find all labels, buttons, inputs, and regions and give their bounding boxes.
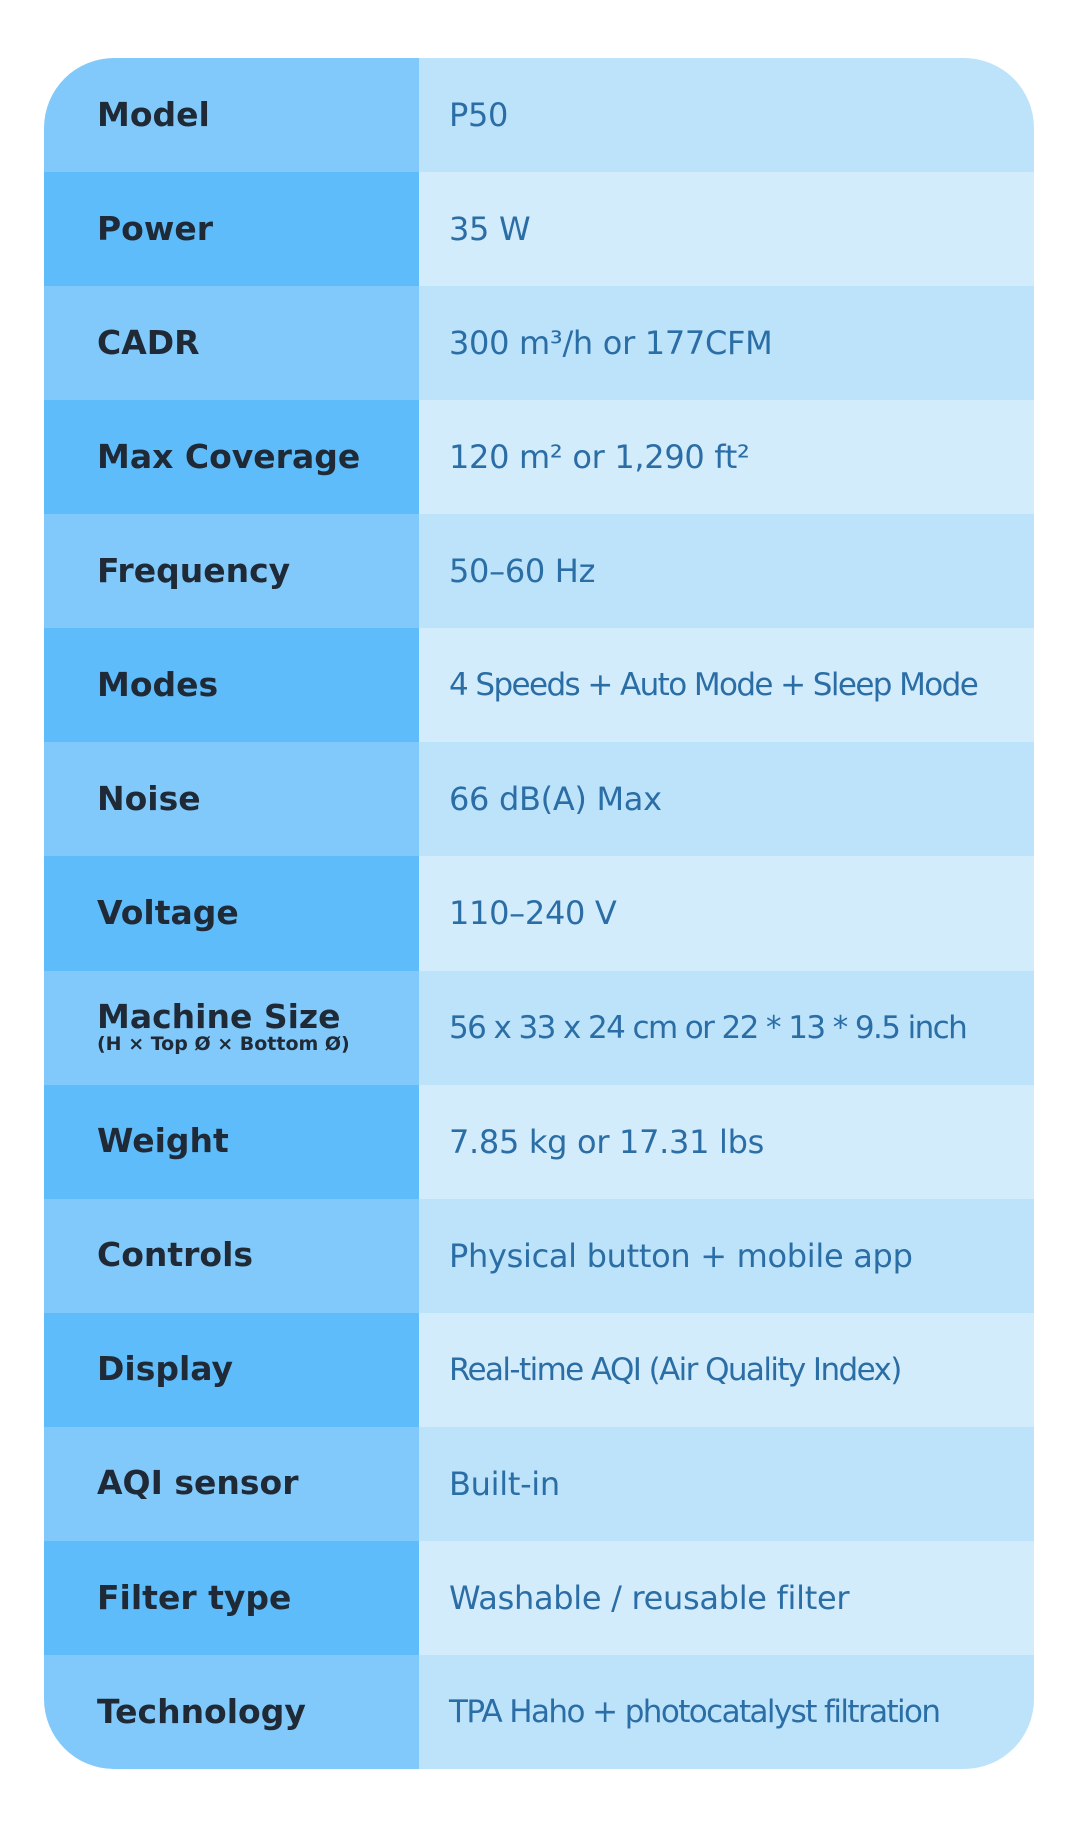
spec-value-cell (419, 400, 1034, 514)
spec-value-cell (419, 286, 1034, 400)
spec-label: Power (97, 208, 213, 248)
spec-value-cell (419, 1541, 1034, 1655)
spec-label-cell (44, 1427, 419, 1541)
spec-value-cell (419, 1655, 1034, 1769)
spec-label: Voltage (97, 893, 239, 933)
spec-label-cell (44, 514, 419, 628)
spec-value: 300 m³/h or 177CFM (449, 324, 773, 363)
spec-label: Weight (97, 1121, 229, 1161)
spec-value-cell (419, 514, 1034, 628)
spec-label-cell (44, 1313, 419, 1427)
spec-label: Model (97, 94, 210, 134)
spec-value: 7.85 kg or 17.31 lbs (449, 1122, 765, 1161)
spec-value: Physical button + mobile app (449, 1236, 913, 1275)
spec-value: Built-in (449, 1464, 560, 1503)
spec-value: P50 (449, 96, 509, 135)
spec-value: 4 Speeds + Auto Mode + Sleep Mode (449, 667, 978, 704)
spec-row-technology (44, 1655, 1034, 1769)
spec-value: TPA Haho + photocatalyst filtration (449, 1693, 940, 1730)
spec-value: 110–240 V (449, 894, 617, 933)
spec-value-cell (419, 1313, 1034, 1427)
spec-value: 35 W (449, 210, 531, 249)
spec-label-cell (44, 1541, 419, 1655)
spec-value-cell (419, 856, 1034, 970)
spec-value: Real-time AQI (Air Quality Index) (449, 1351, 901, 1388)
spec-value-cell (419, 1085, 1034, 1199)
spec-label: Filter type (97, 1577, 292, 1617)
spec-label-cell (44, 628, 419, 742)
spec-value-cell (419, 628, 1034, 742)
spec-row-power (44, 172, 1034, 286)
spec-label: Display (97, 1349, 234, 1389)
spec-value-cell (419, 1427, 1034, 1541)
spec-value-cell (419, 1199, 1034, 1313)
spec-label: Modes (97, 665, 219, 705)
spec-label-cell (44, 971, 419, 1085)
spec-label: Technology (97, 1691, 306, 1731)
spec-row-modes (44, 628, 1034, 742)
spec-row-voltage (44, 856, 1034, 970)
spec-row-aqi-sensor (44, 1427, 1034, 1541)
spec-label: Machine Size (97, 996, 341, 1036)
spec-row-filter-type (44, 1541, 1034, 1655)
spec-label: Frequency (97, 550, 291, 590)
spec-label-cell (44, 172, 419, 286)
spec-value: 120 m² or 1,290 ft² (449, 438, 750, 477)
spec-label-cell (44, 1655, 419, 1769)
spec-row-weight (44, 1085, 1034, 1199)
spec-value-cell (419, 742, 1034, 856)
spec-value: 56 x 33 x 24 cm or 22 * 13 * 9.5 inch (449, 1009, 967, 1046)
spec-label-cell (44, 1085, 419, 1199)
spec-row-display (44, 1313, 1034, 1427)
spec-label-cell (44, 1199, 419, 1313)
spec-label-cell (44, 742, 419, 856)
spec-label: Controls (97, 1235, 254, 1275)
spec-row-cadr (44, 286, 1034, 400)
spec-row-controls (44, 1199, 1034, 1313)
spec-label-cell (44, 58, 419, 172)
spec-row-model (44, 58, 1034, 172)
spec-value: 50–60 Hz (449, 552, 596, 591)
spec-value: 66 dB(A) Max (449, 780, 662, 819)
spec-value: Washable / reusable filter (449, 1578, 850, 1617)
spec-label: CADR (97, 322, 200, 362)
spec-value-cell (419, 58, 1034, 172)
spec-label-cell (44, 400, 419, 514)
spec-table (44, 58, 1034, 1769)
spec-label-cell (44, 286, 419, 400)
spec-value-cell (419, 971, 1034, 1085)
spec-sublabel: (H × Top Ø × Bottom Ø) (97, 1033, 350, 1056)
spec-row-noise (44, 742, 1034, 856)
spec-value-cell (419, 172, 1034, 286)
spec-row-machine-size (44, 971, 1034, 1085)
spec-label: Noise (97, 779, 201, 819)
spec-label-cell (44, 856, 419, 970)
spec-row-max-coverage (44, 400, 1034, 514)
spec-row-frequency (44, 514, 1034, 628)
spec-label: AQI sensor (97, 1463, 299, 1503)
spec-label: Max Coverage (97, 436, 361, 476)
